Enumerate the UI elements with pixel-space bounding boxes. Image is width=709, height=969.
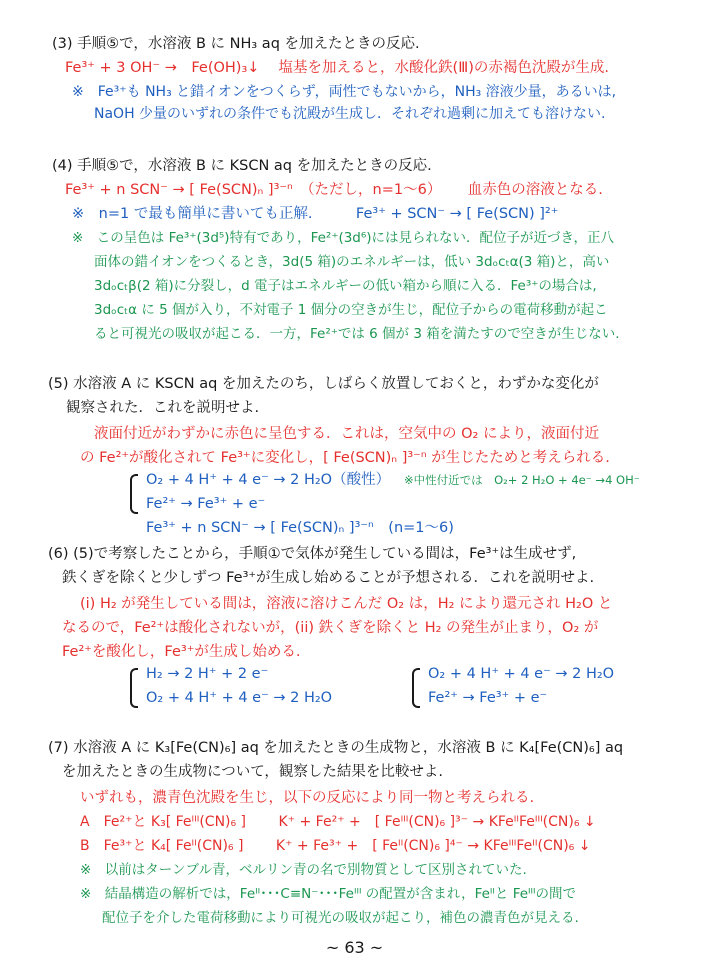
q4-explain-2: 面体の錯イオンをつくるとき，3d(5 箱)のエネルギーは，低い 3dₒcₜα(3 箱)と，高い — [94, 254, 610, 270]
q4-explain-5: ると可視光の吸収が起こる．一方，Fe²⁺では 6 個が 3 箱を満たすので空きが生じない. — [94, 326, 620, 342]
q4-title: (4) 手順⑤で，水溶液 B に KSCN aq を加えたときの反応. — [52, 158, 432, 174]
q7-note-2: ※ 結晶構造の解析では，Feᴵᴵ･･･C≡N⁻･･･Feᴵᴵᴵ の配置が含まれ，Feᴵᴵと Feᴵᴵᴵの間で — [80, 886, 577, 902]
q6-answer-2: なるので，Fe²⁺は酸化されないが，(ii) 鉄くぎを除くと H₂ の発生が止まり，O₂ が — [62, 620, 599, 636]
q3-title: (3) 手順⑤で，水溶液 B に NH₃ aq を加えたときの反応. — [52, 36, 420, 52]
q3-note-2: NaOH 少量のいずれの条件でも沈殿が生成し．それぞれ過剰に加えても溶けない. — [94, 106, 606, 122]
q5-neutral-note: ※中性付近では O₂+ 2 H₂O + 4e⁻ →4 OH⁻ — [404, 473, 640, 487]
q7-reaction-a: A Fe²⁺と K₃[ Feᴵᴵᴵ(CN)₆ ] K⁺ + Fe²⁺ + [ Feᴵᴵᴵ(CN)₆ ]³⁻ → KFeᴵᴵFeᴵᴵᴵ(CN)₆ ↓ — [80, 814, 596, 830]
q7-note-3: 配位子を介した電荷移動により可視光の吸収が起こり，補色の濃青色が見える. — [102, 910, 579, 926]
q7-note-1: ※ 以前はターンブル青，ベルリン青の名で別物質として区別されていた. — [80, 862, 527, 878]
q6-title-2: 鉄くぎを除くと少しずつ Fe³⁺が生成し始めることが予想される．これを説明せよ. — [62, 570, 595, 586]
q5-title-2: 観察された．これを説明せよ. — [66, 400, 260, 416]
q6-equation-left-1: H₂ → 2 H⁺ + 2 e⁻ — [146, 666, 269, 682]
q5-answer-1: 液面付近がわずかに赤色に呈色する．これは，空気中の O₂ により，液面付近 — [94, 426, 599, 442]
q6-brace-right — [412, 668, 420, 708]
q5-equation-3: Fe³⁺ + n SCN⁻ → [ Fe(SCN)ₙ ]³⁻ⁿ (n=1〜6) — [146, 520, 454, 536]
q5-equation-1: O₂ + 4 H⁺ + 4 e⁻ → 2 H₂O（酸性） — [146, 472, 391, 488]
q4-explain-1: ※ この呈色は Fe³⁺(3d⁵)特有であり，Fe²⁺(3d⁶)には見られない．配位子が近づき，正八 — [72, 230, 615, 246]
q5-brace — [130, 474, 138, 514]
q7-reaction-b: B Fe³⁺と K₄[ Feᴵᴵ(CN)₆ ] K⁺ + Fe³⁺ + [ Feᴵᴵ(CN)₆ ]⁴⁻ → KFeᴵᴵᴵFeᴵᴵ(CN)₆ ↓ — [80, 838, 591, 854]
page-number: ~ 63 ~ — [325, 938, 384, 957]
q4-explain-4: 3dₒcₜα に 5 個が入り，不対電子 1 個分の空きが生じ，配位子からの電荷移動が起こ — [94, 302, 608, 318]
q7-title-2: を加えたときの生成物について，観察した結果を比較せよ. — [62, 764, 444, 780]
q6-brace-left — [130, 668, 138, 708]
q5-answer-2: の Fe²⁺が酸化されて Fe³⁺に変化し，[ Fe(SCN)ₙ ]³⁻ⁿ が生じたためと考えられる. — [80, 450, 610, 466]
q3-note-1: ※ Fe³⁺も NH₃ と錯イオンをつくらず，両性でもないから，NH₃ 溶液少量，あるいは, — [72, 84, 617, 100]
q6-answer-3: Fe²⁺を酸化し，Fe³⁺が生成し始める. — [62, 644, 301, 660]
q7-title-1: (7) 水溶液 A に K₃[Fe(CN)₆] aq を加えたときの生成物と，水溶液 B に K₄[Fe(CN)₆] aq — [48, 740, 624, 756]
q6-equation-right-2: Fe²⁺ → Fe³⁺ + e⁻ — [428, 690, 548, 706]
q6-title-1: (6) (5)で考察したことから，手順①で気体が発生している間は，Fe³⁺は生成せず, — [48, 546, 577, 562]
q4-note-n1: ※ n=1 で最も簡単に書いても正解. Fe³⁺ + SCN⁻ → [ Fe(SCN) ]²⁺ — [72, 206, 559, 222]
q6-equation-left-2: O₂ + 4 H⁺ + 4 e⁻ → 2 H₂O — [146, 690, 333, 706]
q6-answer-1: (i) H₂ が発生している間は，溶液に溶けこんだ O₂ は，H₂ により還元され H₂O と — [80, 596, 613, 612]
q5-equation-2: Fe²⁺ → Fe³⁺ + e⁻ — [146, 496, 266, 512]
q3-equation: Fe³⁺ + 3 OH⁻ → Fe(OH)₃↓ 塩基を加えると，水酸化鉄(Ⅲ)の赤褐色沈殿が生成. — [65, 60, 609, 76]
q4-equation: Fe³⁺ + n SCN⁻ → [ Fe(SCN)ₙ ]³⁻ⁿ （ただし，n=1〜6） 血赤色の溶液となる. — [65, 182, 603, 198]
q7-answer-1: いずれも，濃青色沈殿を生じ，以下の反応により同一物と考えられる. — [80, 790, 535, 806]
q4-explain-3: 3dₒcₜβ(2 箱)に分裂し，d 電子はエネルギーの低い箱から順に入る．Fe³⁺の場合は, — [94, 278, 597, 294]
q5-title-1: (5) 水溶液 A に KSCN aq を加えたのち，しばらく放置しておくと，わずかな変化が — [48, 376, 599, 392]
q6-equation-right-1: O₂ + 4 H⁺ + 4 e⁻ → 2 H₂O — [428, 666, 615, 682]
